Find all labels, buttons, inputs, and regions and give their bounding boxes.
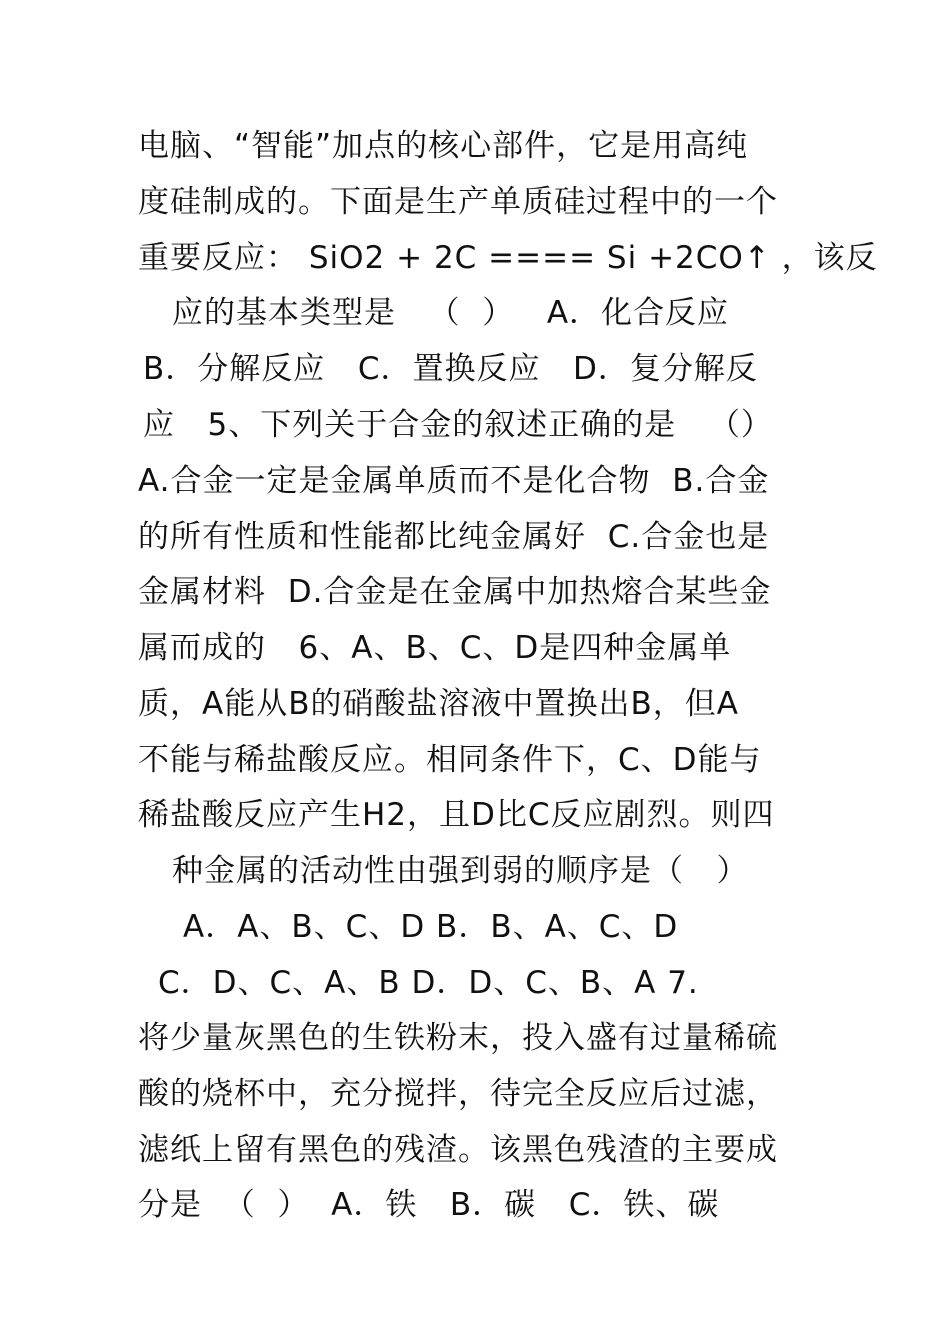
text-line: 不能与稀盐酸反应。相同条件下，C、D能与 (138, 742, 762, 778)
text-line: A．A、B、C、D B．B、A、C、D (183, 909, 679, 945)
text-line: 将少量灰黑色的生铁粉末，投入盛有过量稀硫 (138, 1020, 778, 1056)
text-line: 酸的烧杯中，充分搅拌，待完全反应后过滤， (138, 1076, 778, 1112)
text-line: 度硅制成的。下面是生产单质硅过程中的一个 (138, 184, 778, 220)
text-line: 应 5、下列关于合金的叙述正确的是 （） (143, 407, 773, 443)
text-line: 的所有性质和性能都比纯金属好 C.合金也是 (138, 519, 770, 555)
text-line: 质，A能从B的硝酸盐溶液中置换出B，但A (138, 686, 739, 722)
text-line: 稀盐酸反应产生H2，且D比C反应剧烈。则四 (138, 797, 775, 833)
text-line: A.合金一定是金属单质而不是化合物 B.合金 (138, 463, 770, 499)
text-line: 重要反应： SiO2 + 2C ==== Si +2CO↑ ，该反 (138, 240, 878, 276)
text-line: 种金属的活动性由强到弱的顺序是（ ） (172, 853, 749, 889)
text-line: 电脑、“智能”加点的核心部件，它是用高纯 (138, 128, 749, 164)
text-line: 滤纸上留有黑色的残渣。该黑色残渣的主要成 (138, 1132, 778, 1168)
text-line: 金属材料 D.合金是在金属中加热熔合某些金 (138, 574, 772, 610)
text-line: 应的基本类型是 （ ） A．化合反应 (172, 295, 730, 331)
text-line: B．分解反应 C．置换反应 D．复分解反 (143, 351, 758, 387)
text-line: 属而成的 6、A、B、C、D是四种金属单 (138, 630, 732, 666)
text-line: 分是 （ ） A．铁 B．碳 C．铁、碳 (138, 1187, 720, 1223)
text-line: C．D、C、A、B D．D、C、B、A 7. (158, 965, 699, 1001)
